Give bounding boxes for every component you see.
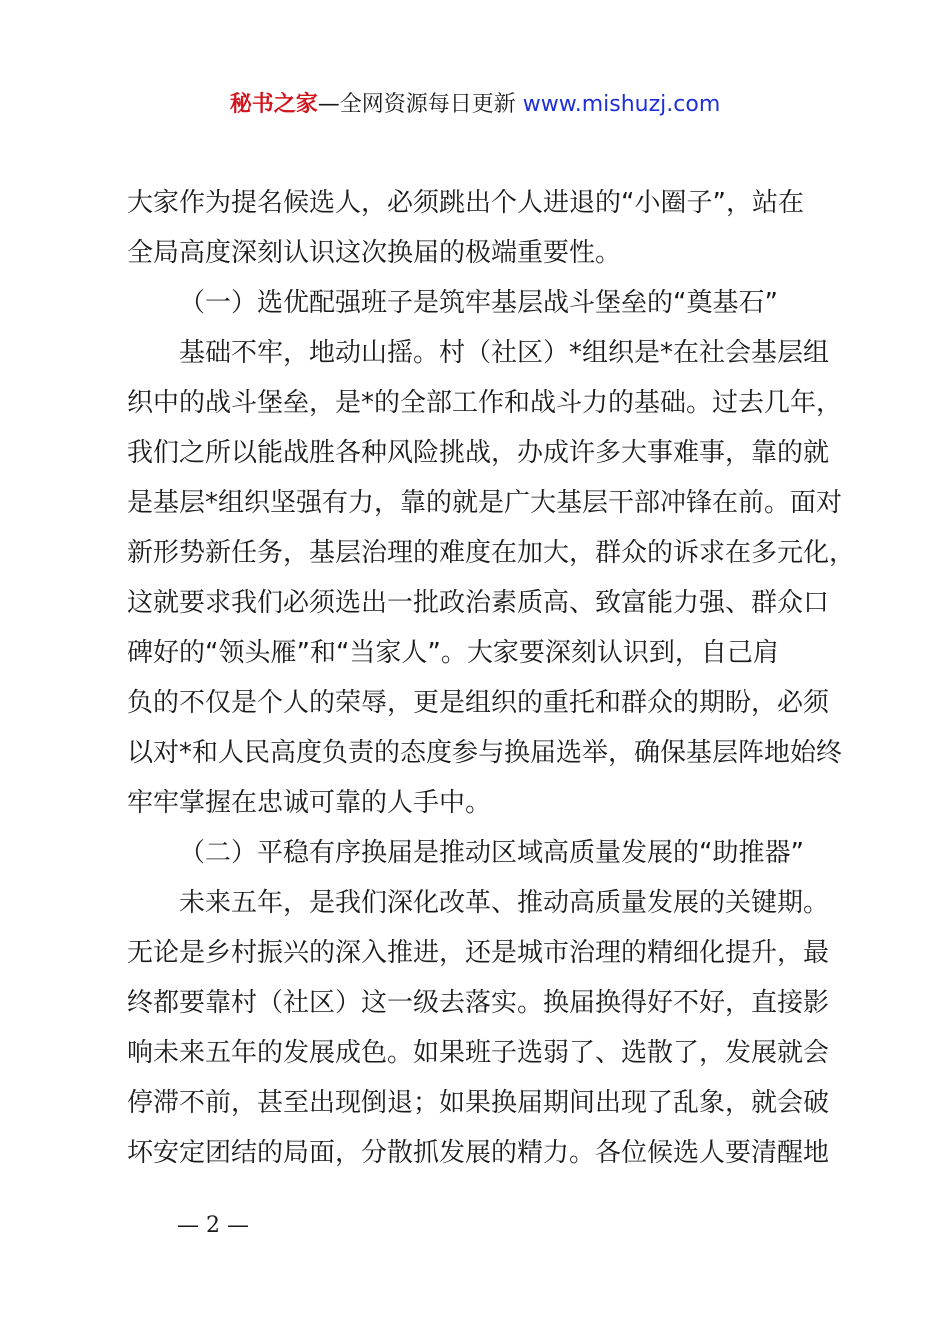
text-line: 碑好的“领头雁”和“当家人”。大家要深刻认识到，自己肩 — [127, 638, 779, 668]
text-line: 响未来五年的发展成色。如果班子选弱了、选散了，发展就会 — [127, 1038, 830, 1068]
text-line: 是基层*组织坚强有力，靠的就是广大基层干部冲锋在前。面对 — [127, 488, 843, 518]
document-body — [127, 178, 856, 1178]
text-line: 无论是乡村振兴的深入推进，还是城市治理的精细化提升，最 — [127, 938, 830, 968]
text-line: 负的不仅是个人的荣辱，更是组织的重托和群众的期盼，必须 — [127, 688, 830, 718]
heading-line: （一）选优配强班子是筑牢基层战斗堡垒的“奠基石” — [179, 288, 778, 318]
heading-line: （二）平稳有序换届是推动区域高质量发展的“助推器” — [179, 838, 804, 868]
page-header — [0, 88, 950, 122]
paragraph-3 — [127, 878, 837, 1178]
text-line: 这就要求我们必须选出一批政治素质高、致富能力强、群众口 — [127, 588, 830, 618]
text-line: 大家作为提名候选人，必须跳出个人进退的“小圈子”，站在 — [127, 188, 804, 218]
header-tagline: —全网资源每日更新 — [317, 92, 523, 117]
text-line: 牢牢掌握在忠诚可靠的人手中。 — [127, 788, 492, 818]
site-url[interactable]: www.mishuzj.com — [522, 92, 721, 117]
page-number: — 2 — — [177, 1213, 249, 1238]
section-heading-2 — [127, 828, 837, 878]
text-line: 基础不牢，地动山摇。村（社区）*组织是*在社会基层组 — [179, 338, 830, 368]
text-line: 全局高度深刻认识这次换届的极端重要性。 — [127, 238, 622, 268]
text-line: 停滞不前，甚至出现倒退；如果换届期间出现了乱象，就会破 — [127, 1088, 830, 1118]
text-line: 坏安定团结的局面，分散抓发展的精力。各位候选人要清醒地 — [127, 1138, 830, 1168]
text-line: 未来五年，是我们深化改革、推动高质量发展的关键期。 — [179, 888, 830, 918]
text-line: 终都要靠村（社区）这一级去落实。换届换得好不好，直接影 — [127, 988, 830, 1018]
text-line: 新形势新任务，基层治理的难度在加大，群众的诉求在多元化， — [127, 538, 856, 568]
text-line: 织中的战斗堡垒，是*的全部工作和战斗力的基础。过去几年， — [127, 388, 843, 418]
brand-name: 秘书之家 — [229, 92, 318, 117]
section-heading-1 — [127, 278, 837, 328]
paragraph-2 — [127, 328, 856, 828]
paragraph-1 — [127, 178, 837, 278]
text-line: 我们之所以能战胜各种风险挑战，办成许多大事难事，靠的就 — [127, 438, 830, 468]
text-line: 以对*和人民高度负责的态度参与换届选举，确保基层阵地始终 — [127, 738, 843, 768]
